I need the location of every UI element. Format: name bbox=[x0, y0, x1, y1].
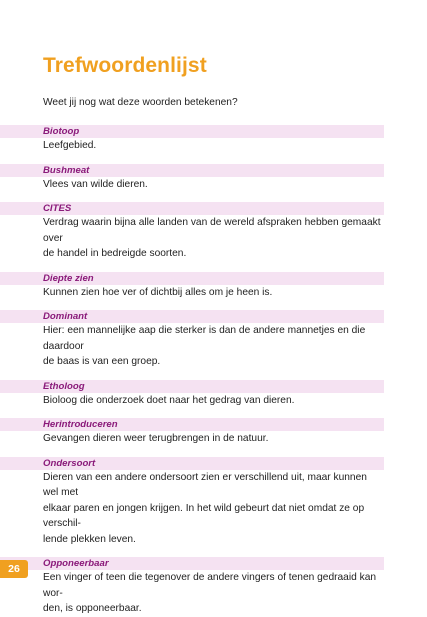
glossary-entry-herintroduceren bbox=[0, 418, 384, 447]
glossary-definition bbox=[43, 177, 381, 193]
glossary-entry-diepte-zien bbox=[0, 272, 384, 301]
glossary-entry-cites bbox=[0, 202, 384, 262]
definition-line: Dieren van een andere ondersoort zien er verschillend uit, maar kunnen wel met bbox=[43, 471, 367, 498]
term-bar bbox=[0, 457, 384, 470]
glossary-definition bbox=[43, 285, 381, 301]
definition-line: Verdrag waarin bijna alle landen van de wereld afspraken hebben gemaakt over bbox=[43, 217, 381, 244]
glossary-entry-ondersoort bbox=[0, 457, 384, 548]
definition-line: den, is opponeerbaar. bbox=[43, 603, 142, 614]
definition-line: de baas is van een groep. bbox=[43, 356, 161, 367]
glossary-list bbox=[0, 125, 384, 617]
definition-line: Hier: een mannelijke aap die sterker is dan de andere mannetjes en die daardoor bbox=[43, 325, 366, 352]
definition-line: Gevangen dieren weer terugbrengen in de natuur. bbox=[43, 433, 269, 444]
glossary-term: Ondersoort bbox=[43, 457, 96, 469]
definition-line: elkaar paren en jongen krijgen. In het wild gebeurt dat niet omdat ze op verschil- bbox=[43, 502, 365, 529]
glossary-term: Dominant bbox=[43, 311, 88, 322]
term-bar bbox=[0, 125, 384, 138]
term-bar bbox=[0, 272, 384, 285]
term-bar bbox=[0, 202, 384, 215]
term-bar bbox=[0, 310, 384, 323]
glossary-entry-bushmeat bbox=[0, 164, 384, 193]
term-bar bbox=[0, 418, 384, 431]
definition-line: Kunnen zien hoe ver of dichtbij alles om je heen is. bbox=[43, 286, 273, 298]
glossary-entry-opponeerbaar bbox=[0, 557, 384, 617]
glossary-term: Diepte zien bbox=[43, 272, 94, 284]
definition-line: lende plekken leven. bbox=[43, 533, 136, 545]
intro-text: Weet jij nog wat deze woorden betekenen? bbox=[43, 97, 238, 108]
glossary-term: Opponeerbaar bbox=[43, 558, 109, 569]
term-bar bbox=[0, 164, 384, 177]
term-bar bbox=[0, 557, 384, 570]
glossary-definition bbox=[43, 138, 381, 154]
glossary-term: CITES bbox=[43, 203, 72, 214]
definition-line: Leefgebied. bbox=[43, 140, 97, 151]
glossary-term: Etholoog bbox=[43, 380, 85, 392]
definition-line: Bioloog die onderzoek doet naar het gedrag van dieren. bbox=[43, 394, 295, 406]
definition-line: de handel in bedreigde soorten. bbox=[43, 248, 187, 259]
glossary-term: Biotoop bbox=[43, 126, 80, 137]
glossary-term: Bushmeat bbox=[43, 164, 90, 176]
glossary-entry-biotoop bbox=[0, 125, 384, 154]
glossary-definition bbox=[43, 215, 381, 262]
glossary-definition bbox=[43, 570, 381, 617]
glossary-definition bbox=[43, 470, 381, 548]
page-title: Trefwoordenlijst bbox=[43, 54, 207, 77]
glossary-entry-dominant bbox=[0, 310, 384, 370]
page-number-badge: 26 bbox=[0, 560, 28, 578]
glossary-term: Herintroduceren bbox=[43, 419, 118, 430]
definition-line: Vlees van wilde dieren. bbox=[43, 178, 148, 190]
definition-line: Een vinger of teen die tegenover de andere vingers of tenen gedraaid kan wor- bbox=[43, 572, 377, 599]
term-bar bbox=[0, 380, 384, 393]
glossary-definition bbox=[43, 323, 381, 370]
glossary-definition bbox=[43, 431, 381, 447]
glossary-entry-etholoog bbox=[0, 380, 384, 409]
glossary-definition bbox=[43, 393, 381, 409]
